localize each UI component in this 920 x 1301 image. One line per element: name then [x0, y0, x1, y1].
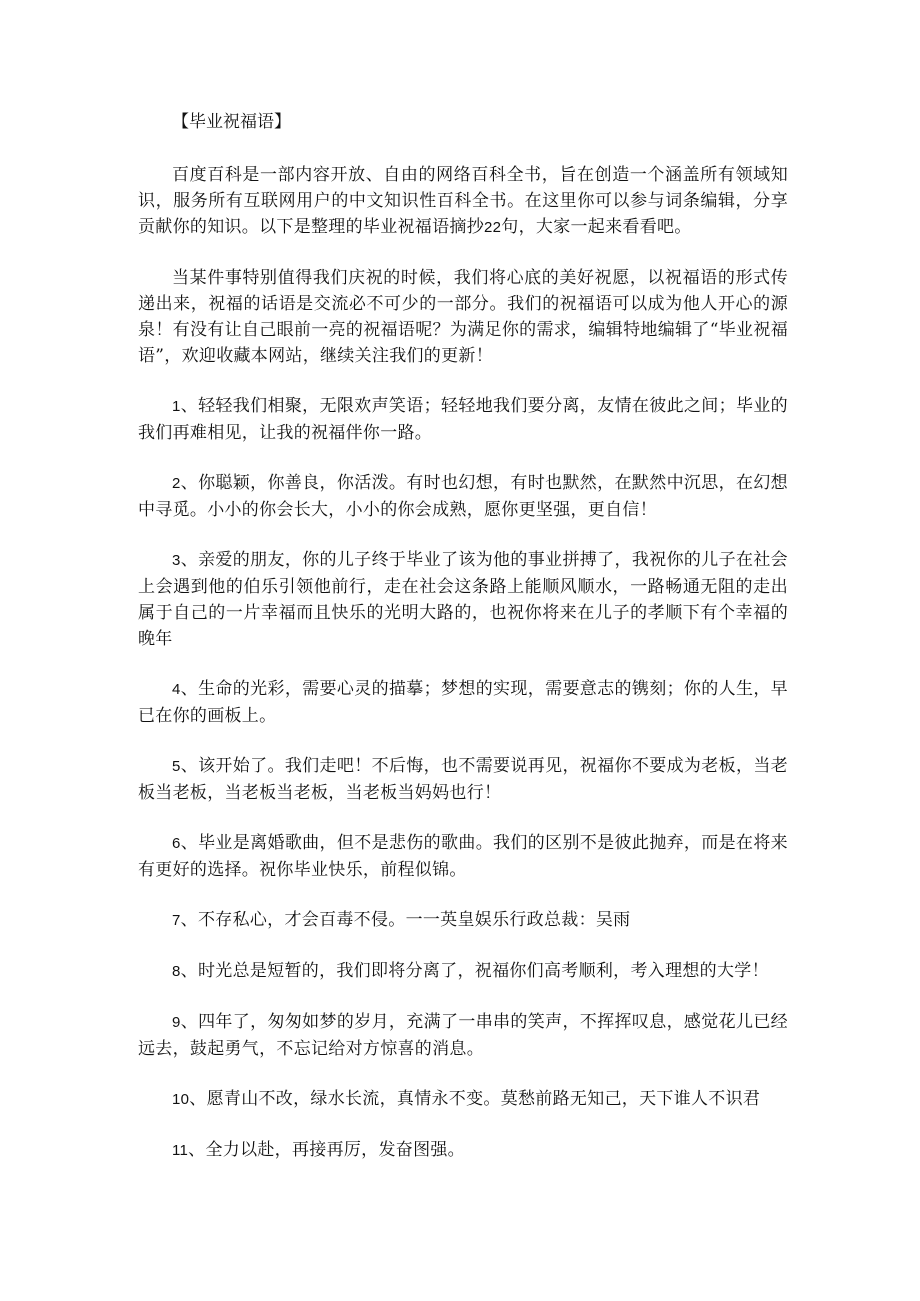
wish-number: 5	[172, 758, 181, 775]
wish-separator: 、	[180, 961, 198, 981]
wish-number: 8	[172, 963, 181, 980]
wish-item	[138, 1137, 788, 1164]
wish-number: 2	[172, 475, 181, 492]
wish-item	[138, 1009, 788, 1062]
wish-number: 1	[172, 398, 181, 415]
intro-count: 22	[484, 219, 502, 236]
document-title: 【毕业祝福语】	[172, 112, 291, 132]
wish-text: 愿青山不改，绿水长流，真情永不变。莫愁前路无知己，天下谁人不识君	[206, 1089, 761, 1109]
description-paragraph: 当某件事特别值得我们庆祝的时候，我们将心底的美好祝愿，以祝福语的形式传递出来，祝福的话语是交流必不可少的一部分。我们的祝福语可以成为他人开心的源泉！有没有让自己眼前一亮的祝福语呢？为满足你的需求，编辑特地编辑了“毕业祝福语”，欢迎收藏本网站，继续关注我们的更新！	[138, 268, 788, 366]
wish-text: 你聪颖，你善良，你活泼。有时也幻想，有时也默然，在默然中沉思，在幻想中寻觅。小小的你会长大，小小的你会成熟，愿你更坚强，更自信！	[138, 473, 788, 520]
wish-item	[138, 393, 788, 446]
wish-separator: 、	[180, 550, 199, 570]
wish-number: 10	[172, 1091, 190, 1108]
wish-text: 不存私心，才会百毒不侵。一一英皇娱乐行政总裁：吴雨	[197, 910, 631, 930]
wish-item	[138, 907, 788, 934]
wish-text: 四年了，匆匆如梦的岁月，充满了一串串的笑声，不挥挥叹息，感觉花儿已经远去，鼓起勇气，不忘记给对方惊喜的消息。	[138, 1012, 788, 1059]
wish-text: 生命的光彩，需要心灵的描摹；梦想的实现，需要意志的镌刻；你的人生，早已在你的画板上。	[138, 679, 788, 726]
wish-text: 轻轻我们相聚，无限欢声笑语；轻轻地我们要分离，友情在彼此之间；毕业的我们再难相见，让我的祝福伴你一路。	[138, 396, 788, 443]
wish-text: 该开始了。我们走吧！不后悔，也不需要说再见，祝福你不要成为老板，当老板当老板，当老板当老板，当老板当妈妈也行！	[138, 756, 788, 803]
wish-separator: 、	[180, 833, 199, 853]
wish-item	[138, 830, 788, 883]
wish-number: 11	[172, 1142, 189, 1159]
wish-separator: 、	[189, 1089, 207, 1109]
wish-item	[138, 547, 788, 652]
wish-number: 7	[172, 912, 181, 929]
wish-number: 3	[172, 552, 181, 569]
wishes-list	[138, 393, 788, 1164]
wish-separator: 、	[180, 396, 199, 416]
wish-separator: 、	[180, 679, 199, 699]
wish-separator: 、	[180, 1012, 199, 1032]
wish-text: 亲爱的朋友，你的儿子终于毕业了该为他的事业拼搏了，我祝你的儿子在社会上会遇到他的伯乐引领他前行，走在社会这条路上能顺风顺水，一路畅通无阻的走出属于自己的一片幸福而且快乐的光明大路的，也祝你将来在儿子的孝顺下有个幸福的晚年	[138, 550, 788, 649]
wish-separator: 、	[180, 910, 198, 930]
wish-number: 4	[172, 681, 181, 698]
wish-text: 毕业是离婚歌曲，但不是悲伤的歌曲。我们的区别不是彼此抛弃，而是在将来有更好的选择。祝你毕业快乐，前程似锦。	[138, 833, 788, 880]
intro-text-after: 句，大家一起来看看吧。	[501, 217, 692, 237]
wish-item	[138, 753, 788, 806]
intro-paragraph	[138, 162, 788, 241]
wish-item	[138, 958, 788, 985]
wish-number: 9	[172, 1014, 181, 1031]
document-page	[138, 108, 788, 1188]
intro-text-before: 百度百科是一部内容开放、自由的网络百科全书，旨在创造一个涵盖所有领域知识，服务所有互联网用户的中文知识性百科全书。在这里你可以参与词条编辑，分享贡献你的知识。以下是整理的毕业祝福语摘抄	[138, 165, 788, 237]
wish-separator: 、	[188, 1140, 206, 1160]
wish-separator: 、	[180, 473, 199, 493]
wish-item	[138, 1086, 788, 1113]
wish-item	[138, 676, 788, 729]
wish-item	[138, 470, 788, 523]
wish-text: 全力以赴，再接再厉，发奋图强。	[205, 1140, 465, 1160]
wish-text: 时光总是短暂的，我们即将分离了，祝福你们高考顺利，考入理想的大学！	[197, 961, 769, 981]
wish-separator: 、	[180, 756, 199, 776]
wish-number: 6	[172, 835, 181, 852]
